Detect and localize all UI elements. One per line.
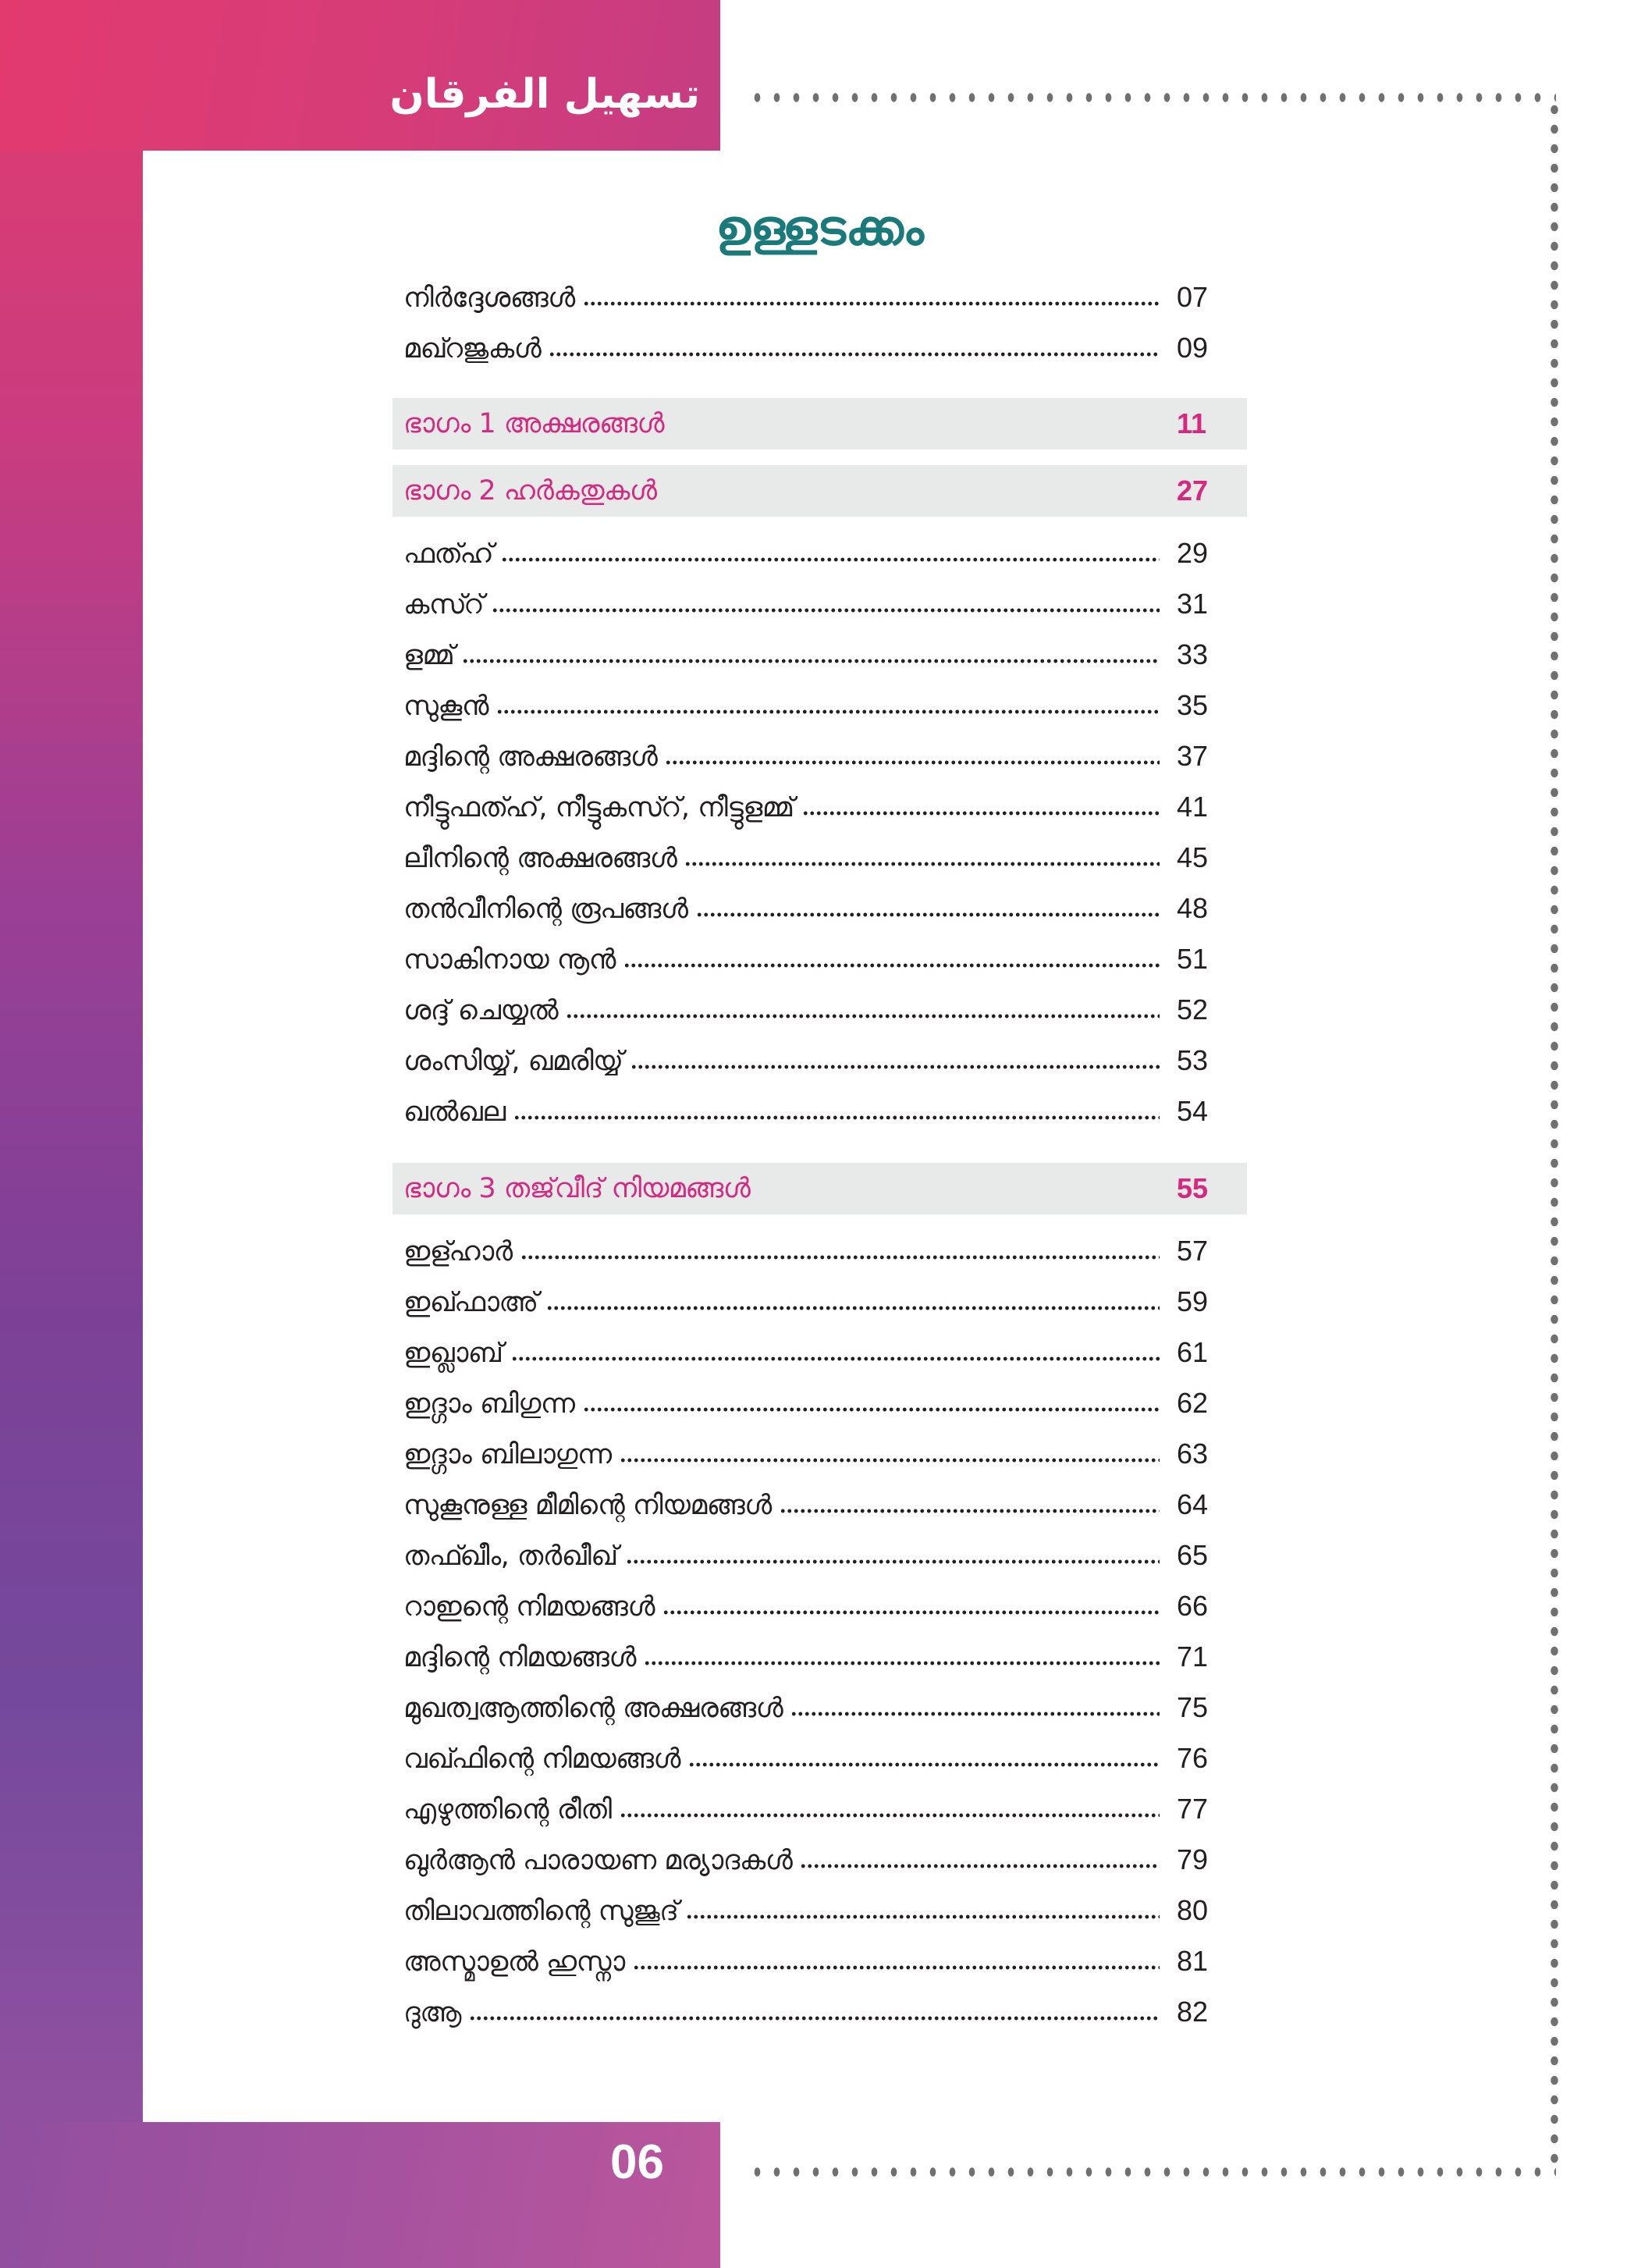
dot-leader xyxy=(496,709,1160,715)
toc-entry-page: 59 xyxy=(1177,1285,1209,1317)
toc-entry[interactable] xyxy=(393,1336,1247,1387)
dot-leader xyxy=(469,2015,1160,2021)
toc-entry-title: ഇള്ഹാർ xyxy=(403,1236,513,1267)
toc-entry-page: 65 xyxy=(1177,1539,1209,1571)
page-number: 06 xyxy=(610,2135,664,2189)
page-title: ഉള്ളടക്കം xyxy=(716,199,924,256)
section-page: 11 xyxy=(1177,407,1207,439)
toc-entry-title: സുകൂൻ xyxy=(403,691,489,722)
toc-entry-title: ദുആ xyxy=(403,1997,461,2028)
toc-entry-title: ഇദ്ഗാം ബിലാഗുന്ന xyxy=(403,1439,612,1470)
dot-leader xyxy=(623,962,1160,969)
toc-entry[interactable] xyxy=(393,1235,1247,1285)
toc-entry[interactable] xyxy=(393,1894,1247,1945)
toc-entry-title: നീട്ടുഫത്ഹ്, നീട്ടുകസ്റ്, നീട്ടുളമ്മ് xyxy=(403,792,794,823)
side-gradient-band xyxy=(0,0,143,2268)
toc-entry[interactable] xyxy=(393,1843,1247,1894)
toc-entry-page: 37 xyxy=(1177,740,1209,772)
toc-entry-title: ഇഖ്ഫാഅ് xyxy=(403,1287,538,1318)
dotted-border-bottom xyxy=(748,2167,1556,2177)
toc-entry[interactable] xyxy=(393,1996,1247,2046)
toc-entry-page: 81 xyxy=(1177,1945,1209,1977)
dot-leader xyxy=(501,556,1160,563)
dot-leader xyxy=(626,1559,1160,1565)
dot-leader xyxy=(546,1305,1160,1311)
toc-entry-title: ഫത്ഹ് xyxy=(403,539,494,570)
section-page: 27 xyxy=(1177,475,1209,507)
dot-leader xyxy=(631,1064,1160,1070)
toc-entry-page: 29 xyxy=(1177,537,1209,569)
toc-entry[interactable] xyxy=(393,537,1247,588)
dot-leader xyxy=(520,1254,1160,1260)
toc-entry[interactable] xyxy=(393,638,1247,689)
dot-leader xyxy=(684,861,1160,867)
toc-entry-title: തഫ്ഖീം, തർഖീഖ് xyxy=(403,1541,618,1572)
table-of-contents xyxy=(393,281,1247,2046)
toc-entry-page: 45 xyxy=(1177,841,1209,873)
toc-entry-title: മദ്ദിന്റെ നിമയങ്ങൾ xyxy=(403,1642,637,1673)
toc-entry-title: ശംസിയ്യ്, ഖമരിയ്യ് xyxy=(403,1046,623,1077)
toc-entry[interactable] xyxy=(393,841,1247,892)
toc-entry-page: 41 xyxy=(1177,791,1209,823)
toc-entry[interactable] xyxy=(393,1438,1247,1488)
section-title: ഭാഗം 1 അക്ഷരങ്ങൾ xyxy=(403,408,665,439)
dot-leader xyxy=(513,1114,1160,1121)
toc-entry[interactable] xyxy=(393,892,1247,943)
toc-entry-page: 62 xyxy=(1177,1387,1209,1419)
toc-entry[interactable] xyxy=(393,1641,1247,1691)
toc-entry-page: 07 xyxy=(1177,281,1209,313)
toc-entry[interactable] xyxy=(393,1488,1247,1539)
toc-entry-page: 76 xyxy=(1177,1742,1209,1774)
toc-entry-title: ലീനിന്റെ അക്ഷരങ്ങൾ xyxy=(403,843,677,874)
dot-leader xyxy=(800,1863,1160,1869)
toc-entry-title: അസ്മാഉൽ ഹുസ്നാ xyxy=(403,1946,625,1978)
dot-leader xyxy=(583,300,1160,307)
toc-entry[interactable] xyxy=(393,1691,1247,1742)
dot-leader xyxy=(566,1013,1160,1019)
toc-entry-title: ഇദ്ഗാം ബിഗുന്ന xyxy=(403,1388,575,1420)
section-2-entries xyxy=(393,537,1247,1146)
toc-entry-title: സുകൂനുള്ള മീമിന്റെ നിയമങ്ങൾ xyxy=(403,1490,772,1521)
toc-entry[interactable] xyxy=(393,740,1247,791)
toc-entry[interactable] xyxy=(393,994,1247,1044)
toc-entry-title: ഇഖ്ലാബ് xyxy=(403,1338,503,1369)
toc-entry-title: എഴുത്തിന്റെ രീതി xyxy=(403,1794,612,1825)
toc-section-heading[interactable] xyxy=(393,398,1247,450)
dot-leader xyxy=(802,810,1160,816)
toc-entry[interactable] xyxy=(393,1945,1247,1996)
toc-entry-page: 61 xyxy=(1177,1336,1209,1368)
dotted-border-top xyxy=(748,92,1556,103)
toc-entry-page: 75 xyxy=(1177,1691,1209,1723)
toc-entry-title: കസ്റ് xyxy=(403,589,485,620)
toc-entry-title: റാഇന്റെ നിമയങ്ങൾ xyxy=(403,1591,655,1623)
dot-leader xyxy=(583,1406,1160,1413)
toc-entry-page: 54 xyxy=(1177,1095,1209,1127)
toc-entry-title: മുഖത്വആത്തിന്റെ അക്ഷരങ്ങൾ xyxy=(403,1693,783,1724)
toc-entry[interactable] xyxy=(393,943,1247,994)
toc-entry-title: മഖ്റജുകൾ xyxy=(403,333,542,364)
toc-entry[interactable] xyxy=(393,1590,1247,1641)
toc-entry[interactable] xyxy=(393,588,1247,638)
dot-leader xyxy=(688,1761,1160,1768)
toc-section-heading[interactable] xyxy=(393,1163,1247,1214)
toc-entry-page: 79 xyxy=(1177,1843,1209,1875)
toc-entry-page: 77 xyxy=(1177,1793,1209,1825)
dot-leader xyxy=(511,1356,1160,1362)
dot-leader xyxy=(620,1457,1160,1463)
toc-entry-title: തിലാവത്തിന്റെ സുജൂദ് xyxy=(403,1896,679,1927)
toc-entry-page: 66 xyxy=(1177,1590,1209,1622)
toc-entry-title: വഖ്ഫിന്റെ നിമയങ്ങൾ xyxy=(403,1744,681,1775)
toc-entry-title: സാകിനായ നൂൻ xyxy=(403,944,616,976)
dot-leader xyxy=(620,1812,1160,1818)
toc-entry-page: 31 xyxy=(1177,588,1209,620)
toc-entry[interactable] xyxy=(393,1285,1247,1336)
toc-entry[interactable] xyxy=(393,1539,1247,1590)
toc-entry[interactable] xyxy=(393,1793,1247,1843)
toc-entry[interactable] xyxy=(393,281,1247,332)
book-title-arabic: تسهيل الفرقان xyxy=(389,71,700,118)
toc-entry-title: ഖുർആൻ പാരായണ മര്യാദകൾ xyxy=(403,1845,793,1876)
toc-entry-title: ളമ്മ് xyxy=(403,640,455,671)
toc-entry-page: 82 xyxy=(1177,1996,1209,2028)
dot-leader xyxy=(644,1660,1160,1666)
toc-entry-title: ശദ്ദ് ചെയ്യൽ xyxy=(403,995,559,1026)
toc-entry-page: 35 xyxy=(1177,689,1209,721)
section-title: ഭാഗം 3 തജ്‌വീദ് നിയമങ്ങൾ xyxy=(403,1173,751,1204)
toc-entry-page: 48 xyxy=(1177,892,1209,924)
toc-entry[interactable] xyxy=(393,1742,1247,1793)
toc-entry-page: 09 xyxy=(1177,332,1209,364)
dot-leader xyxy=(662,1609,1160,1616)
toc-entry-page: 52 xyxy=(1177,994,1209,1026)
toc-entry-page: 64 xyxy=(1177,1488,1209,1520)
toc-entry-page: 71 xyxy=(1177,1641,1209,1673)
toc-entry[interactable] xyxy=(393,1044,1247,1095)
dot-leader xyxy=(549,351,1160,357)
dot-leader xyxy=(633,1964,1160,1971)
dot-leader xyxy=(790,1711,1160,1717)
toc-entry-title: നിർദ്ദേശങ്ങൾ xyxy=(403,283,575,314)
toc-entry[interactable] xyxy=(393,1387,1247,1438)
toc-entry[interactable] xyxy=(393,332,1247,382)
toc-section-heading[interactable] xyxy=(393,465,1247,517)
toc-entry-page: 57 xyxy=(1177,1235,1209,1267)
toc-entry-title: തൻവീനിന്റെ രൂപങ്ങൾ xyxy=(403,894,688,925)
dotted-border-right xyxy=(1549,100,1560,2171)
dot-leader xyxy=(686,1914,1160,1920)
section-3-entries xyxy=(393,1235,1247,2046)
section-title: ഭാഗം 2 ഹർകതുകൾ xyxy=(403,475,657,507)
dot-leader xyxy=(696,912,1160,918)
toc-entry-title: ഖൽഖല xyxy=(403,1097,506,1128)
dot-leader xyxy=(780,1508,1160,1514)
toc-entry-page: 51 xyxy=(1177,943,1209,975)
dot-leader xyxy=(492,607,1160,613)
section-page: 55 xyxy=(1177,1172,1209,1204)
toc-entry-page: 80 xyxy=(1177,1894,1209,1926)
toc-entry[interactable] xyxy=(393,1095,1247,1146)
toc-entry-page: 53 xyxy=(1177,1044,1209,1076)
toc-entry[interactable] xyxy=(393,791,1247,841)
toc-entry-page: 33 xyxy=(1177,638,1209,670)
toc-entry[interactable] xyxy=(393,689,1247,740)
toc-entry-title: മദ്ദിന്റെ അക്ഷരങ്ങൾ xyxy=(403,741,658,773)
toc-entry-page: 63 xyxy=(1177,1438,1209,1470)
dot-leader xyxy=(665,759,1160,766)
dot-leader xyxy=(462,658,1160,664)
